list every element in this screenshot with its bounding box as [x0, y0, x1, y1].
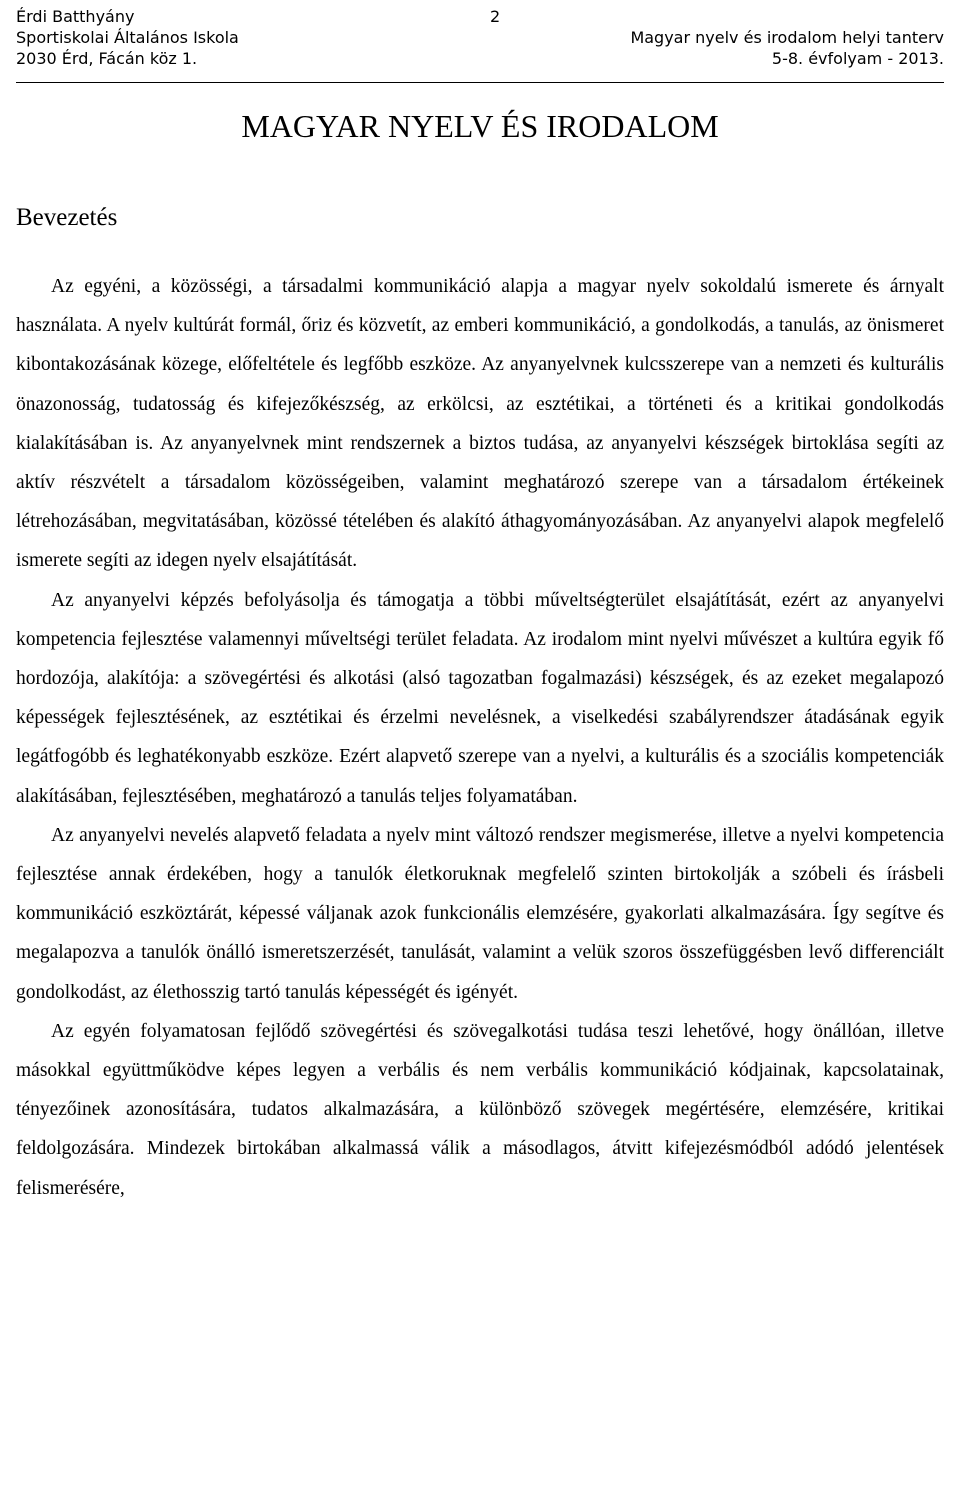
- paragraph: Az anyanyelvi nevelés alapvető feladata a nyelv mint változó rendszer megismerése, illetve a nyelvi kompetencia fejlesztése annak érdekében, hogy a tanulók életkoruknak megfelelő szinten birtokolják a szóbeli és írásbeli kommunikáció eszköztárát, képessé váljanak azok funkcionális elemzésére, gyakorlati alkalmazására. Így segítve és megalapozva a tanulók önálló ismeretszerzését, tanulását, valamint a velük szoros összefüggésben levő differenciált gondolkodást, az élethosszig tartó tanulás képességét és igényét.: [16, 824, 944, 1003]
- curriculum-title: Magyar nyelv és irodalom helyi tanterv: [630, 28, 944, 47]
- paragraph: Az egyén folyamatosan fejlődő szövegértési és szövegalkotási tudása teszi lehetővé, hogy önállóan, illetve másokkal együttműködve képes legyen a verbális és nem verbális kommunikáció kódjainak, kapcsolatainak, tényezőinek azonosítására, tudatos alkalmazására, a különböző szövegek megértésére, elemzésére, kritikai feldolgozására. Mindezek birtokában alkalmassá válik a másodlagos, átvitt kifejezésmódból adódó jelentések felismerésére,: [16, 1020, 944, 1199]
- curriculum-scope: 5-8. évfolyam - 2013.: [771, 49, 944, 68]
- header-spacer: [630, 6, 944, 27]
- school-name-line2: Sportiskolai Általános Iskola: [16, 28, 239, 47]
- document-info: [630, 6, 944, 69]
- school-name-line1: Érdi Batthyány: [16, 7, 135, 26]
- school-info: [16, 6, 239, 69]
- paragraph: Az egyéni, a közösségi, a társadalmi kommunikáció alapja a magyar nyelv sokoldalú ismerete és árnyalt használata. A nyelv kultúrát formál, őriz és közvetít, az emberi kommunikáció, a gondolkodás, a tanulás, az önismeret kibontakozásának közege, előfeltétele és legfőbb eszköze. Az anyanyelvnek kulcsszerepe van a nemzeti és kulturális önazonosság, tudatosság és kifejezőkészség, az erkölcsi, az esztétikai, a történeti és a kritikai gondolkodás kialakításában is. Az anyanyelvnek mint rendszernek a biztos tudása, az anyanyelvi készségek birtoklása segíti az aktív részvételt a társadalom közösségeiben, valamint meghatározó szerepe van a társadalom értékeinek létrehozásában, megvitatásában, közössé tételében és alakító áthagyományozásában. Az anyanyelvi alapok megfelelő ismerete segíti az idegen nyelv elsajátítását.: [16, 276, 944, 572]
- section-heading: Bevezetés: [16, 204, 118, 231]
- page-header: [16, 6, 944, 84]
- page-number: 2: [490, 7, 501, 26]
- paragraph: Az anyanyelvi képzés befolyásolja és támogatja a többi műveltségterület elsajátítását, ezért az anyanyelvi kompetencia fejlesztése valamennyi műveltségi terület feladata. Az irodalom mint nyelvi művészet a kultúra egyik fő hordozója, alakítója: a szövegértési és alkotási (alsó tagozatban fogalmazási) készségek, és az ezeket megalapozó képességek fejlesztésének, az esztétikai és érzelmi nevelésnek, a viselkedési szabályrendszer átadásának egyik legátfogóbb és leghatékonyabb eszköze. Ezért alapvető szerepe van a nyelvi, a kulturális és a szociális kompetenciák alakításában, fejlesztésében, meghatározó a tanulás teljes folyamatában.: [16, 589, 944, 807]
- school-address: 2030 Érd, Fácán köz 1.: [16, 49, 198, 68]
- document-title: MAGYAR NYELV ÉS IRODALOM: [241, 108, 719, 144]
- section-body: [16, 267, 944, 1208]
- header-divider: [16, 82, 944, 83]
